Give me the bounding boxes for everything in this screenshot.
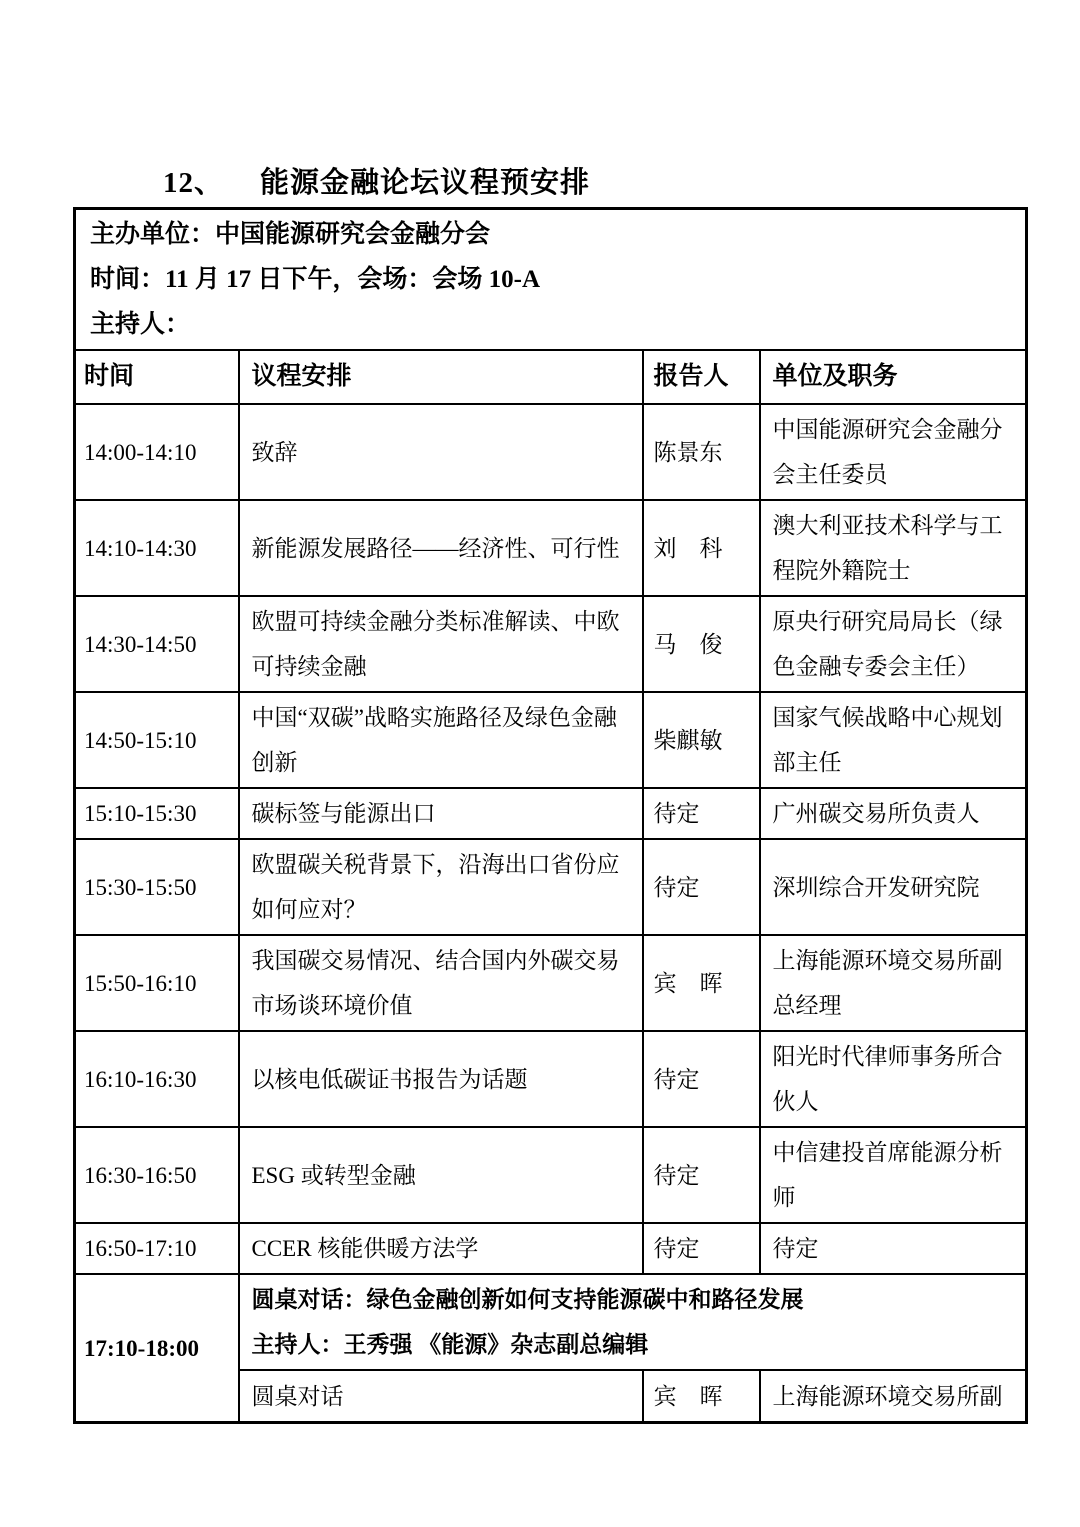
moderator-line: 主持人： <box>90 311 191 338</box>
cell-speaker: 马 俊 <box>643 596 760 692</box>
table-header-row <box>75 350 1027 404</box>
agenda-row <box>75 788 1027 839</box>
host-line: 主办单位：中国能源研究会金融分会 <box>90 221 491 248</box>
header-time: 时间 <box>75 350 239 404</box>
cell-topic: 致辞 <box>239 404 643 500</box>
cell-topic: CCER 核能供暖方法学 <box>239 1223 643 1274</box>
table-info-row <box>75 209 1027 351</box>
cell-time: 16:50-17:10 <box>75 1223 239 1274</box>
cell-speaker: 待定 <box>643 1031 760 1127</box>
cell-speaker: 刘 科 <box>643 500 760 596</box>
cell-topic: 碳标签与能源出口 <box>239 788 643 839</box>
cell-org: 澳大利亚技术科学与工程院外籍院士 <box>760 500 1027 596</box>
cell-speaker: 宾 晖 <box>643 1370 760 1423</box>
title-number: 12、 <box>163 167 225 199</box>
cell-time: 16:30-16:50 <box>75 1127 239 1223</box>
cell-time: 15:10-15:30 <box>75 788 239 839</box>
cell-speaker: 待定 <box>643 839 760 935</box>
cell-topic: 欧盟碳关税背景下，沿海出口省份应如何应对？ <box>239 839 643 935</box>
cell-time: 14:00-14:10 <box>75 404 239 500</box>
agenda-table <box>73 207 1028 1424</box>
agenda-row <box>75 596 1027 692</box>
roundtable-merged-cell <box>239 1274 1027 1370</box>
cell-time: 14:10-14:30 <box>75 500 239 596</box>
cell-time: 16:10-16:30 <box>75 1031 239 1127</box>
cell-time: 15:50-16:10 <box>75 935 239 1031</box>
cell-time: 14:50-15:10 <box>75 692 239 788</box>
agenda-row <box>75 1031 1027 1127</box>
agenda-row <box>75 839 1027 935</box>
agenda-row <box>75 935 1027 1031</box>
agenda-row <box>75 500 1027 596</box>
cell-topic: 我国碳交易情况、结合国内外碳交易市场谈环境价值 <box>239 935 643 1031</box>
roundtable-moderator-line: 主持人：王秀强 《能源》杂志副总编辑 <box>251 1332 649 1357</box>
agenda-row <box>75 692 1027 788</box>
cell-org: 上海能源环境交易所副 <box>760 1370 1027 1423</box>
cell-org: 阳光时代律师事务所合伙人 <box>760 1031 1027 1127</box>
roundtable-topic-line: 圆桌对话：绿色金融创新如何支持能源碳中和路径发展 <box>251 1287 804 1312</box>
cell-org: 广州碳交易所负责人 <box>760 788 1027 839</box>
agenda-row <box>75 1223 1027 1274</box>
cell-topic: 欧盟可持续金融分类标准解读、中欧可持续金融 <box>239 596 643 692</box>
cell-speaker: 宾 晖 <box>643 935 760 1031</box>
cell-org: 国家气候战略中心规划部主任 <box>760 692 1027 788</box>
agenda-row <box>75 404 1027 500</box>
cell-org: 待定 <box>760 1223 1027 1274</box>
cell-topic: 新能源发展路径——经济性、可行性 <box>239 500 643 596</box>
cell-speaker: 待定 <box>643 1127 760 1223</box>
agenda-row <box>75 1127 1027 1223</box>
page-title <box>163 160 590 201</box>
cell-time: 17:10-18:00 <box>75 1274 239 1423</box>
cell-topic: 以核电低碳证书报告为话题 <box>239 1031 643 1127</box>
header-topic: 议程安排 <box>239 350 643 404</box>
time-venue-line: 时间：11 月 17 日下午，会场：会场 10-A <box>90 266 541 293</box>
roundtable-row <box>75 1274 1027 1370</box>
cell-org: 原央行研究局局长（绿色金融专委会主任） <box>760 596 1027 692</box>
cell-org: 深圳综合开发研究院 <box>760 839 1027 935</box>
cell-topic: ESG 或转型金融 <box>239 1127 643 1223</box>
table-info-cell <box>75 209 1027 351</box>
title-text: 能源金融论坛议程预安排 <box>260 167 591 199</box>
cell-speaker: 待定 <box>643 1223 760 1274</box>
cell-org: 中国能源研究会金融分会主任委员 <box>760 404 1027 500</box>
header-speaker: 报告人 <box>643 350 760 404</box>
cell-topic: 圆桌对话 <box>239 1370 643 1423</box>
cell-org: 上海能源环境交易所副总经理 <box>760 935 1027 1031</box>
cell-speaker: 柴麒敏 <box>643 692 760 788</box>
cell-org: 中信建投首席能源分析师 <box>760 1127 1027 1223</box>
cell-speaker: 陈景东 <box>643 404 760 500</box>
cell-time: 15:30-15:50 <box>75 839 239 935</box>
cell-time: 14:30-14:50 <box>75 596 239 692</box>
cell-topic: 中国“双碳”战略实施路径及绿色金融创新 <box>239 692 643 788</box>
cell-speaker: 待定 <box>643 788 760 839</box>
header-org: 单位及职务 <box>760 350 1027 404</box>
